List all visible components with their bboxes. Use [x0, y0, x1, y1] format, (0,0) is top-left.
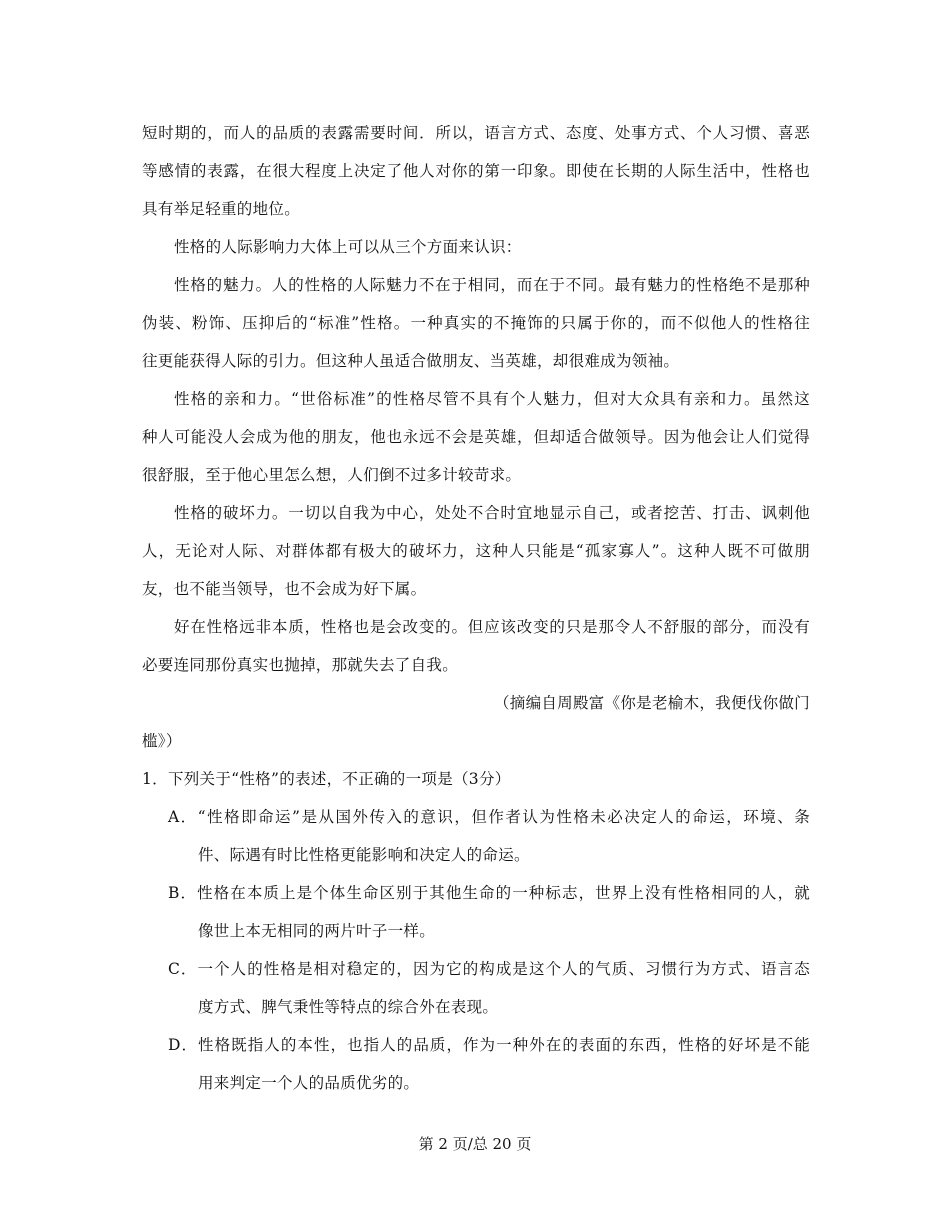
- source-citation: （摘编自周殿富《你是老榆木，我便伐你做门: [493, 694, 810, 712]
- option-d: D．性格既指人的本性，也指人的品质，作为一种外在的表面的东西，性格的好坏是不能: [168, 1036, 810, 1054]
- passage-line: 短时期的，而人的品质的表露需要时间．所以，语言方式、态度、处事方式、个人习惯、喜恶: [142, 124, 810, 142]
- passage-line: 好在性格远非本质，性格也是会改变的。但应该改变的只是那令人不舒服的部分，而没有: [174, 618, 810, 636]
- question-stem: 1．下列关于“性格”的表述，不正确的一项是（3分）: [142, 770, 511, 788]
- option-b: B．性格在本质上是个体生命区别于其他生命的一种标志，世界上没有性格相同的人，就: [168, 884, 810, 902]
- option-a-continued: 件、际遇有时比性格更能影响和决定人的命运。: [198, 846, 530, 864]
- passage-line: 性格的人际影响力大体上可以从三个方面来认识：: [174, 238, 522, 256]
- passage-line: 伪装、粉饰、压抑后的“标准”性格。一种真实的不掩饰的只属于你的，而不似他人的性格往: [142, 314, 810, 332]
- passage-line: 很舒服，至于他心里怎么想，人们倒不过多计较苛求。: [142, 466, 522, 484]
- option-b-continued: 像世上本无相同的两片叶子一样。: [198, 922, 436, 940]
- passage-line: 性格的亲和力。“世俗标准”的性格尽管不具有个人魅力，但对大众具有亲和力。虽然这: [174, 390, 810, 408]
- option-a: A．“性格即命运”是从国外传入的意识，但作者认为性格未必决定人的命运，环境、条: [168, 808, 810, 826]
- option-d-continued: 用来判定一个人的品质优劣的。: [198, 1074, 420, 1092]
- passage-line: 往更能获得人际的引力。但这种人虽适合做朋友、当英雄，却很难成为领袖。: [142, 352, 680, 370]
- option-c: C．一个人的性格是相对稳定的，因为它的构成是这个人的气质、习惯行为方式、语言态: [168, 960, 810, 978]
- page-content: [142, 114, 810, 1102]
- passage-line: 人，无论对人际、对群体都有极大的破坏力，这种人只能是“孤家寡人”。这种人既不可做朋: [142, 542, 810, 560]
- passage-line: 必要连同那份真实也抛掉，那就失去了自我。: [142, 656, 459, 674]
- option-c-continued: 度方式、脾气秉性等特点的综合外在表现。: [198, 998, 499, 1016]
- passage-line: 友，也不能当领导，也不会成为好下属。: [142, 580, 427, 598]
- page-number-footer: 第 2 页/总 20 页: [418, 1135, 532, 1153]
- passage-line: 性格的破坏力。一切以自我为中心，处处不合时宜地显示自己，或者挖苦、打击、讽刺他: [174, 504, 810, 522]
- passage-line: 性格的魅力。人的性格的人际魅力不在于相同，而在于不同。最有魅力的性格绝不是那种: [174, 276, 810, 294]
- passage-line: 具有举足轻重的地位。: [142, 200, 301, 218]
- passage-line: 等感情的表露，在很大程度上决定了他人对你的第一印象。即使在长期的人际生活中，性格也: [142, 162, 810, 180]
- passage-line: 种人可能没人会成为他的朋友，他也永远不会是英雄，但却适合做领导。因为他会让人们觉得: [142, 428, 810, 446]
- source-citation-continued: 槛》）: [142, 732, 182, 750]
